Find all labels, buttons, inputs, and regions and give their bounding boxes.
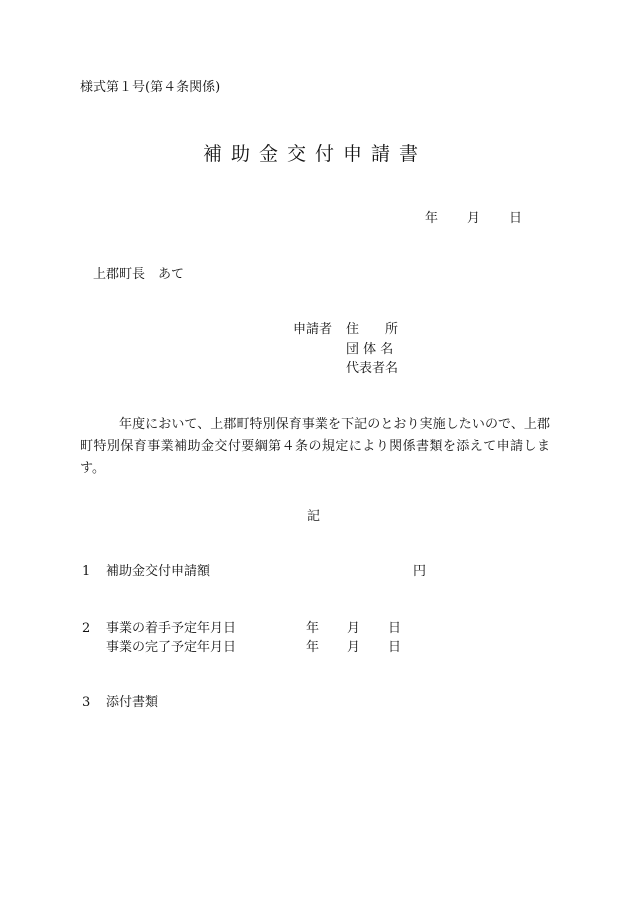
item-2-end-label: 事業の完了予定年月日: [106, 640, 237, 655]
year-label: 年: [425, 211, 439, 226]
application-date: [425, 210, 522, 228]
item-3-number: 3: [82, 695, 91, 710]
end-month-label: 月: [347, 640, 361, 655]
ki-heading: 記: [307, 509, 321, 524]
applicant-group-name-label: 団 体 名: [346, 342, 394, 357]
day-label: 日: [509, 211, 523, 226]
item-1-label: 補助金交付申請額: [106, 564, 211, 579]
item-1-unit: 円: [413, 564, 427, 579]
end-day-label: 日: [388, 640, 402, 655]
month-label: 月: [467, 211, 481, 226]
application-body-text: 年度において、上郡町特別保育事業を下記のとおり実施したいので、上郡町特別保育事業補助金交付要綱第４条の規定により関係書類を添えて申請します。: [80, 417, 550, 476]
addressee: 上郡町長 あて: [93, 267, 185, 282]
start-day-label: 日: [388, 621, 402, 636]
item-2-end-date: [306, 639, 401, 657]
applicant-label: 申請者: [293, 322, 333, 337]
document-title: 補助金交付申請書: [202, 143, 427, 165]
item-2-start-label: 事業の着手予定年月日: [106, 621, 237, 636]
form-number: 様式第１号(第４条関係): [80, 80, 221, 95]
item-2-start-date: [306, 620, 401, 638]
item-1-number: 1: [82, 564, 91, 579]
applicant-representative-label: 代表者名: [346, 361, 399, 376]
item-3-label: 添付書類: [106, 695, 159, 710]
start-year-label: 年: [306, 621, 320, 636]
item-2-number: 2: [82, 621, 91, 636]
applicant-address-label: 住 所: [346, 322, 399, 337]
end-year-label: 年: [306, 640, 320, 655]
start-month-label: 月: [347, 621, 361, 636]
